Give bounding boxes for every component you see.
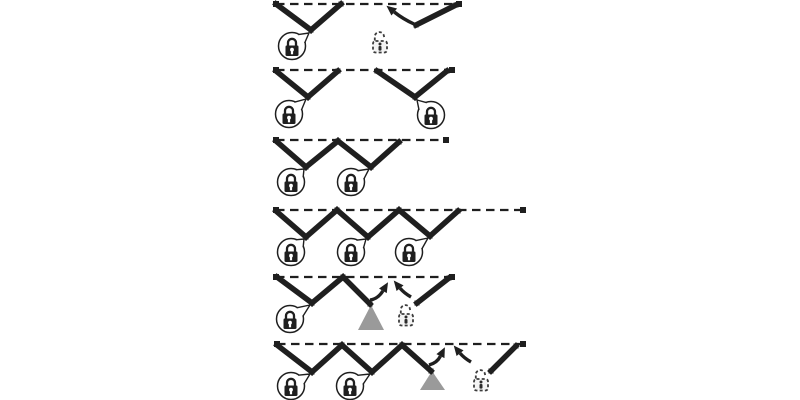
pivot-support-triangle: [358, 305, 384, 330]
lock-keyhole-slot: [408, 257, 410, 261]
unlock-mark-dot: [480, 381, 483, 384]
padlock-unlocked-icon: [399, 305, 413, 325]
folding-step-1: [273, 1, 462, 60]
hinge-joint-marker: [336, 69, 341, 74]
unlock-shackle: [476, 370, 486, 378]
anchor-marker: [273, 207, 279, 213]
fold-bar: [416, 5, 456, 25]
lock-keyhole-slot: [430, 120, 432, 124]
locked-hinge-bubble: [276, 99, 307, 128]
lock-keyhole-slot: [350, 187, 352, 191]
lock-keyhole-slot: [290, 257, 292, 261]
fold-bar: [306, 141, 338, 167]
unlock-mark-bar: [379, 46, 382, 51]
anchor-marker: [273, 1, 279, 7]
hinge-joint-marker: [375, 69, 380, 74]
hinge-joint-marker: [397, 140, 402, 145]
lock-keyhole-slot: [288, 119, 290, 123]
fold-bar: [415, 71, 447, 97]
hinge-joint-marker: [415, 301, 420, 306]
folding-step-3: [273, 137, 449, 196]
fold-bar: [312, 345, 342, 372]
lock-keyhole-slot: [349, 391, 351, 395]
fold-bar: [306, 210, 337, 237]
unlock-mark-dot: [379, 43, 382, 46]
lock-keyhole-slot: [290, 391, 292, 395]
rotation-arrow-icon: [454, 345, 471, 362]
padlock-unlocked-icon: [373, 32, 387, 52]
fold-bar: [312, 277, 343, 303]
rotation-arrow-icon: [370, 282, 388, 300]
rotation-arrow-icon: [394, 280, 411, 297]
anchor-marker: [273, 137, 279, 143]
pivot-support-triangle: [420, 371, 445, 390]
unlock-shackle: [375, 32, 385, 40]
fold-bar: [371, 142, 399, 167]
fold-bar: [276, 141, 306, 167]
anchor-marker: [274, 341, 280, 347]
fold-bar: [276, 211, 306, 237]
fold-bar: [402, 345, 431, 371]
hinge-joint-marker: [447, 276, 452, 281]
folding-step-6: [274, 341, 526, 400]
fold-bar: [311, 4, 341, 30]
locked-hinge-bubble: [338, 169, 370, 196]
hinge-joint-marker: [413, 95, 418, 100]
unlock-mark-dot: [405, 316, 408, 319]
hinge-joint-marker: [429, 369, 434, 374]
anchor-marker: [443, 137, 449, 143]
rotation-arrow-icon: [386, 6, 414, 24]
locked-hinge-bubble: [396, 238, 429, 266]
arrow-shaft: [429, 356, 440, 365]
anchor-marker: [273, 67, 279, 73]
lock-keyhole-slot: [290, 187, 292, 191]
locked-hinge-bubble: [277, 305, 311, 333]
locked-hinge-bubble: [337, 373, 371, 400]
hinge-joint-marker: [397, 208, 402, 213]
fold-bar: [377, 71, 415, 97]
hinge-joint-marker: [309, 28, 314, 33]
fold-bar: [277, 277, 312, 303]
hinge-joint-marker: [489, 369, 494, 374]
unlock-mark-bar: [405, 319, 408, 324]
anchor-marker: [449, 67, 455, 73]
fold-bar: [368, 210, 399, 237]
unlock-mark-bar: [480, 384, 483, 389]
hinge-joint-marker: [445, 69, 450, 74]
padlock-unlocked-icon: [474, 370, 488, 390]
fold-bar: [430, 211, 458, 236]
fold-bar: [491, 346, 516, 371]
anchor-marker: [520, 341, 526, 347]
hinge-joint-marker: [340, 343, 345, 348]
locked-hinge-bubble: [278, 169, 305, 196]
arrow-shaft: [400, 288, 411, 297]
anchor-marker: [273, 274, 279, 280]
fold-bar: [337, 210, 368, 237]
hinge-joint-marker: [456, 209, 461, 214]
rotation-arrow-icon: [429, 347, 445, 365]
hinge-joint-marker: [368, 302, 373, 307]
locked-hinge-bubble: [338, 239, 367, 266]
fold-bar: [417, 278, 449, 303]
unlock-shackle: [401, 305, 411, 313]
locked-hinge-bubble: [279, 33, 310, 60]
locked-hinge-bubble: [278, 373, 311, 400]
arrow-shaft: [394, 12, 414, 24]
lock-keyhole-slot: [291, 51, 293, 55]
folding-step-5: [273, 274, 455, 333]
anchor-marker: [520, 207, 526, 213]
folding-step-2: [273, 67, 455, 129]
fold-bar: [276, 71, 308, 97]
lock-keyhole-slot: [350, 257, 352, 261]
lock-keyhole-slot: [289, 324, 291, 328]
fold-bar: [342, 345, 372, 372]
hinge-joint-marker: [400, 343, 405, 348]
hinge-joint-marker: [341, 275, 346, 280]
hinge-joint-marker: [339, 2, 344, 7]
hinge-joint-marker: [454, 3, 459, 8]
fold-bar: [308, 71, 338, 97]
hinge-joint-marker: [335, 208, 340, 213]
hinge-joint-marker: [514, 344, 519, 349]
fold-bar: [399, 210, 430, 236]
locked-hinge-bubble: [278, 239, 305, 266]
fold-bar: [343, 277, 370, 304]
fold-bar: [338, 141, 371, 167]
arrow-shaft: [370, 291, 383, 300]
arrow-shaft: [460, 353, 471, 362]
folding-step-4: [273, 207, 526, 266]
fold-bar: [277, 345, 312, 372]
hinge-joint-marker: [336, 139, 341, 144]
locked-hinge-bubble: [417, 100, 445, 129]
fold-bar: [372, 345, 402, 372]
fold-bar: [276, 4, 311, 30]
